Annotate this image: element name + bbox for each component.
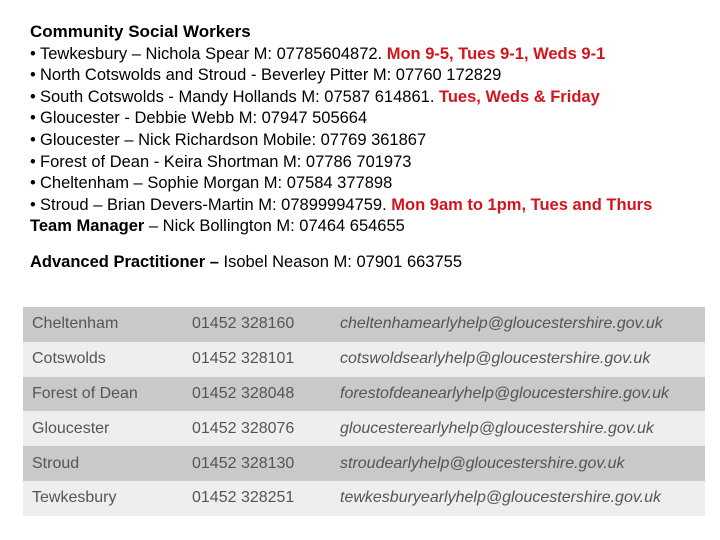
email-cell: tewkesburyearlyhelp@gloucestershire.gov.uk — [340, 489, 661, 507]
bullet-icon: • — [30, 87, 36, 106]
worker-hours: Mon 9am to 1pm, Tues and Thurs — [391, 195, 653, 214]
table-row — [23, 307, 705, 342]
worker-item-gloucester-webb — [30, 108, 700, 130]
early-help-contacts-table — [23, 307, 705, 516]
bullet-icon: • — [30, 130, 36, 149]
worker-hours: Tues, Weds & Friday — [438, 87, 600, 106]
worker-text: Stroud – Brian Devers-Martin M: 07899994759. — [40, 195, 392, 214]
advanced-practitioner-line — [30, 252, 700, 274]
worker-item-gloucester-richardson — [30, 130, 700, 152]
worker-text: Forest of Dean - Keira Shortman M: 07786 701973 — [40, 152, 412, 171]
table-row — [23, 411, 705, 446]
area-cell: Cheltenham — [32, 315, 119, 333]
team-manager-detail: – Nick Bollington M: 07464 654655 — [144, 217, 405, 236]
phone-cell: 01452 328130 — [192, 454, 295, 472]
phone-cell: 01452 328251 — [192, 489, 295, 507]
area-cell: Tewkesbury — [32, 489, 117, 507]
worker-item-cheltenham — [30, 173, 700, 195]
worker-hours: Mon 9-5, Tues 9-1, Weds 9-1 — [386, 44, 606, 63]
email-cell: cotswoldsearlyhelp@gloucestershire.gov.uk — [340, 350, 651, 368]
bullet-icon: • — [30, 66, 36, 85]
area-cell: Cotswolds — [32, 350, 106, 368]
bullet-icon: • — [30, 195, 36, 214]
worker-item-stroud — [30, 195, 700, 217]
worker-text: South Cotswolds - Mandy Hollands M: 07587 614861. — [40, 87, 439, 106]
worker-text: Cheltenham – Sophie Morgan M: 07584 377898 — [40, 174, 393, 193]
advanced-practitioner-label: Advanced Practitioner – — [30, 252, 219, 271]
worker-item-north-cotswolds — [30, 65, 700, 87]
advanced-practitioner-detail: Isobel Neason M: 07901 663755 — [218, 252, 462, 271]
table-row — [23, 377, 705, 412]
phone-cell: 01452 328076 — [192, 419, 295, 437]
phone-cell: 01452 328048 — [192, 384, 295, 402]
bullet-icon: • — [30, 174, 36, 193]
worker-item-south-cotswolds — [30, 87, 700, 109]
worker-item-tewkesbury — [30, 44, 700, 66]
email-cell: forestofdeanearlyhelp@gloucestershire.gov.uk — [340, 384, 670, 402]
worker-text: Gloucester – Nick Richardson Mobile: 07769 361867 — [40, 130, 427, 149]
team-manager-label: Team Manager — [30, 217, 145, 236]
email-cell: stroudearlyhelp@gloucestershire.gov.uk — [340, 454, 625, 472]
worker-text: Gloucester - Debbie Webb M: 07947 505664 — [40, 109, 368, 128]
table-row — [23, 342, 705, 377]
worker-item-forest-of-dean — [30, 152, 700, 174]
area-cell: Gloucester — [32, 419, 110, 437]
email-cell: gloucesterearlyhelp@gloucestershire.gov.uk — [340, 419, 654, 437]
worker-text: Tewkesbury – Nichola Spear M: 07785604872. — [40, 44, 387, 63]
section-heading: Community Social Workers — [30, 22, 251, 41]
worker-text: North Cotswolds and Stroud - Beverley Pitter M: 07760 172829 — [40, 66, 502, 85]
community-social-workers-block — [30, 21, 700, 274]
phone-cell: 01452 328160 — [192, 315, 295, 333]
table-row — [23, 481, 705, 516]
phone-cell: 01452 328101 — [192, 350, 295, 368]
bullet-icon: • — [30, 44, 36, 63]
email-cell: cheltenhamearlyhelp@gloucestershire.gov.uk — [340, 315, 663, 333]
bullet-icon: • — [30, 109, 36, 128]
team-manager-line — [30, 216, 700, 238]
area-cell: Forest of Dean — [32, 384, 138, 402]
bullet-icon: • — [30, 152, 36, 171]
table-row — [23, 446, 705, 481]
area-cell: Stroud — [32, 454, 80, 472]
